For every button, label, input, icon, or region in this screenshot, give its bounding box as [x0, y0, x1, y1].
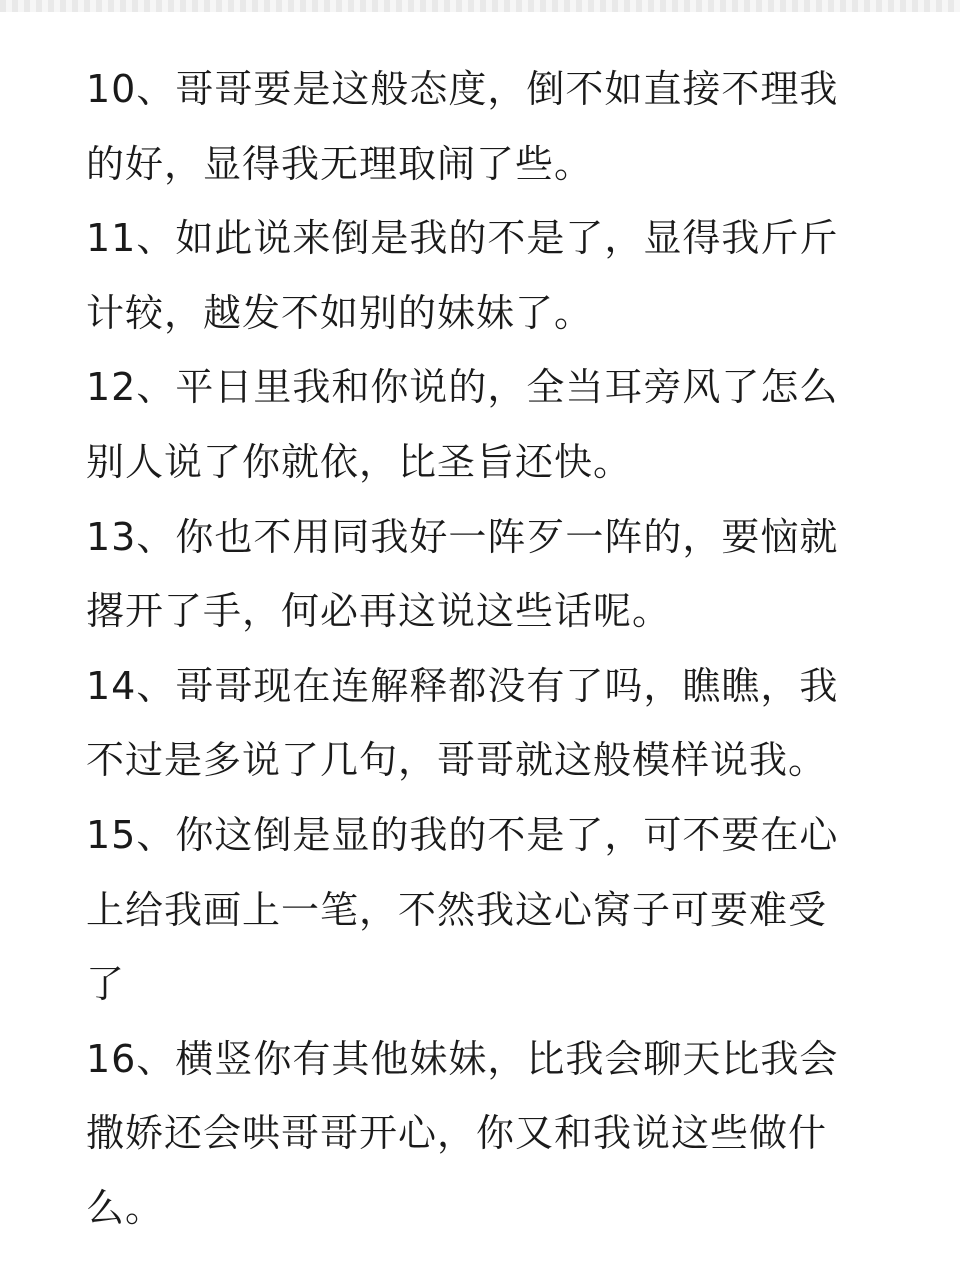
- entry-line: 15、你这倒是显的我的不是了，可不要在心: [86, 812, 839, 857]
- text-document: [86, 52, 886, 1246]
- top-edge-strip: [0, 0, 960, 12]
- entry-line: 撂开了手，何必再这说这些话呢。: [86, 589, 672, 634]
- entry-15: [86, 798, 886, 1022]
- entry-line: 不过是多说了几句，哥哥就这般模样说我。: [86, 738, 828, 783]
- entry-10: [86, 52, 886, 201]
- entry-12: [86, 350, 886, 499]
- entry-line: 别人说了你就依，比圣旨还快。: [86, 439, 633, 484]
- entry-line: 14、哥哥现在连解释都没有了吗，瞧瞧，我: [86, 663, 839, 708]
- entry-13: [86, 500, 886, 649]
- entry-line: 12、平日里我和你说的，全当耳旁风了怎么: [86, 365, 839, 410]
- entry-line: 10、哥哥要是这般态度，倒不如直接不理我: [86, 67, 839, 111]
- entry-14: [86, 649, 886, 798]
- entry-line: 计较，越发不如别的妹妹了。: [86, 290, 594, 335]
- entry-line: 上给我画上一笔，不然我这心窝子可要难受: [86, 887, 828, 932]
- entry-11: [86, 201, 886, 350]
- entry-line: 13、你也不用同我好一阵歹一阵的，要恼就: [86, 514, 839, 559]
- entry-line: 的好，显得我无理取闹了些。: [86, 141, 594, 186]
- entry-16: [86, 1022, 886, 1246]
- entry-line: 撒娇还会哄哥哥开心，你又和我说这些做什: [86, 1111, 828, 1156]
- entry-line: 11、如此说来倒是我的不是了，显得我斤斤: [86, 216, 839, 261]
- entry-line: 么。: [86, 1185, 165, 1230]
- entry-line: 了: [86, 962, 126, 1007]
- entry-line: 16、横竖你有其他妹妹，比我会聊天比我会: [86, 1036, 839, 1081]
